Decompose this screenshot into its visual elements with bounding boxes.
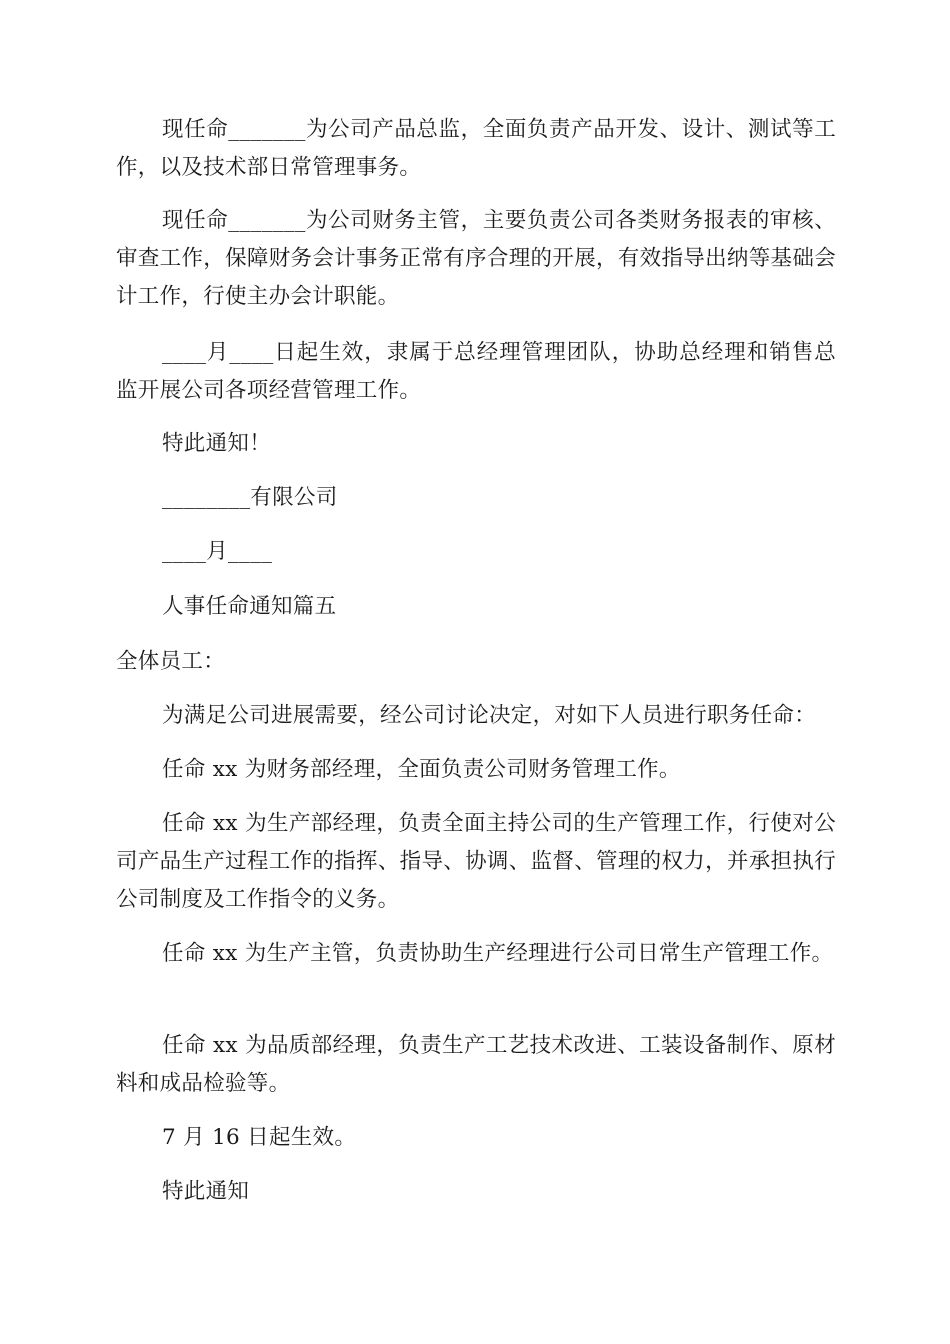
paragraph-notice-1: 特此通知！ — [162, 431, 272, 456]
paragraph-effective-date-2: 7 月 16 日起生效。 — [162, 1125, 357, 1150]
paragraph-production-manager: 任命 xx 为生产部经理，负责全面主持公司的生产管理工作，行使对公司产品生产过程工作的指挥、指导、协调、监督、管理的权力，并承担执行公司制度及工作指令的义务。 — [116, 811, 836, 912]
paragraph-product-director: 现任命_______为公司产品总监，全面负责产品开发、设计、测试等工作，以及技术部日常管理事务。 — [116, 117, 836, 180]
section-title: 人事任命通知篇五 — [162, 594, 337, 619]
paragraph-quality-manager: 任命 xx 为品质部经理，负责生产工艺技术改进、工装设备制作、原材料和成品检验等。 — [116, 1033, 836, 1096]
paragraph-finance-manager: 任命 xx 为财务部经理，全面负责公司财务管理工作。 — [162, 757, 681, 782]
paragraph-notice-2: 特此通知 — [162, 1179, 250, 1204]
paragraph-finance-supervisor: 现任命_______为公司财务主管，主要负责公司各类财务报表的审核、审查工作，保障财务会计事务正常有序合理的开展，有效指导出纳等基础会计工作，行使主办会计职能。 — [116, 208, 836, 309]
paragraph-salutation: 全体员工： — [116, 649, 226, 674]
paragraph-production-supervisor: 任命 xx 为生产主管，负责协助生产经理进行公司日常生产管理工作。 — [162, 941, 834, 966]
paragraph-company-signature: ________有限公司 — [162, 485, 338, 510]
paragraph-intro: 为满足公司进展需要，经公司讨论决定，对如下人员进行职务任命： — [162, 703, 817, 728]
paragraph-date-signature: ____月____ — [162, 539, 273, 564]
paragraph-effective-date-1: ____月____日起生效，隶属于总经理管理团队，协助总经理和销售总监开展公司各项经营管理工作。 — [116, 340, 836, 403]
